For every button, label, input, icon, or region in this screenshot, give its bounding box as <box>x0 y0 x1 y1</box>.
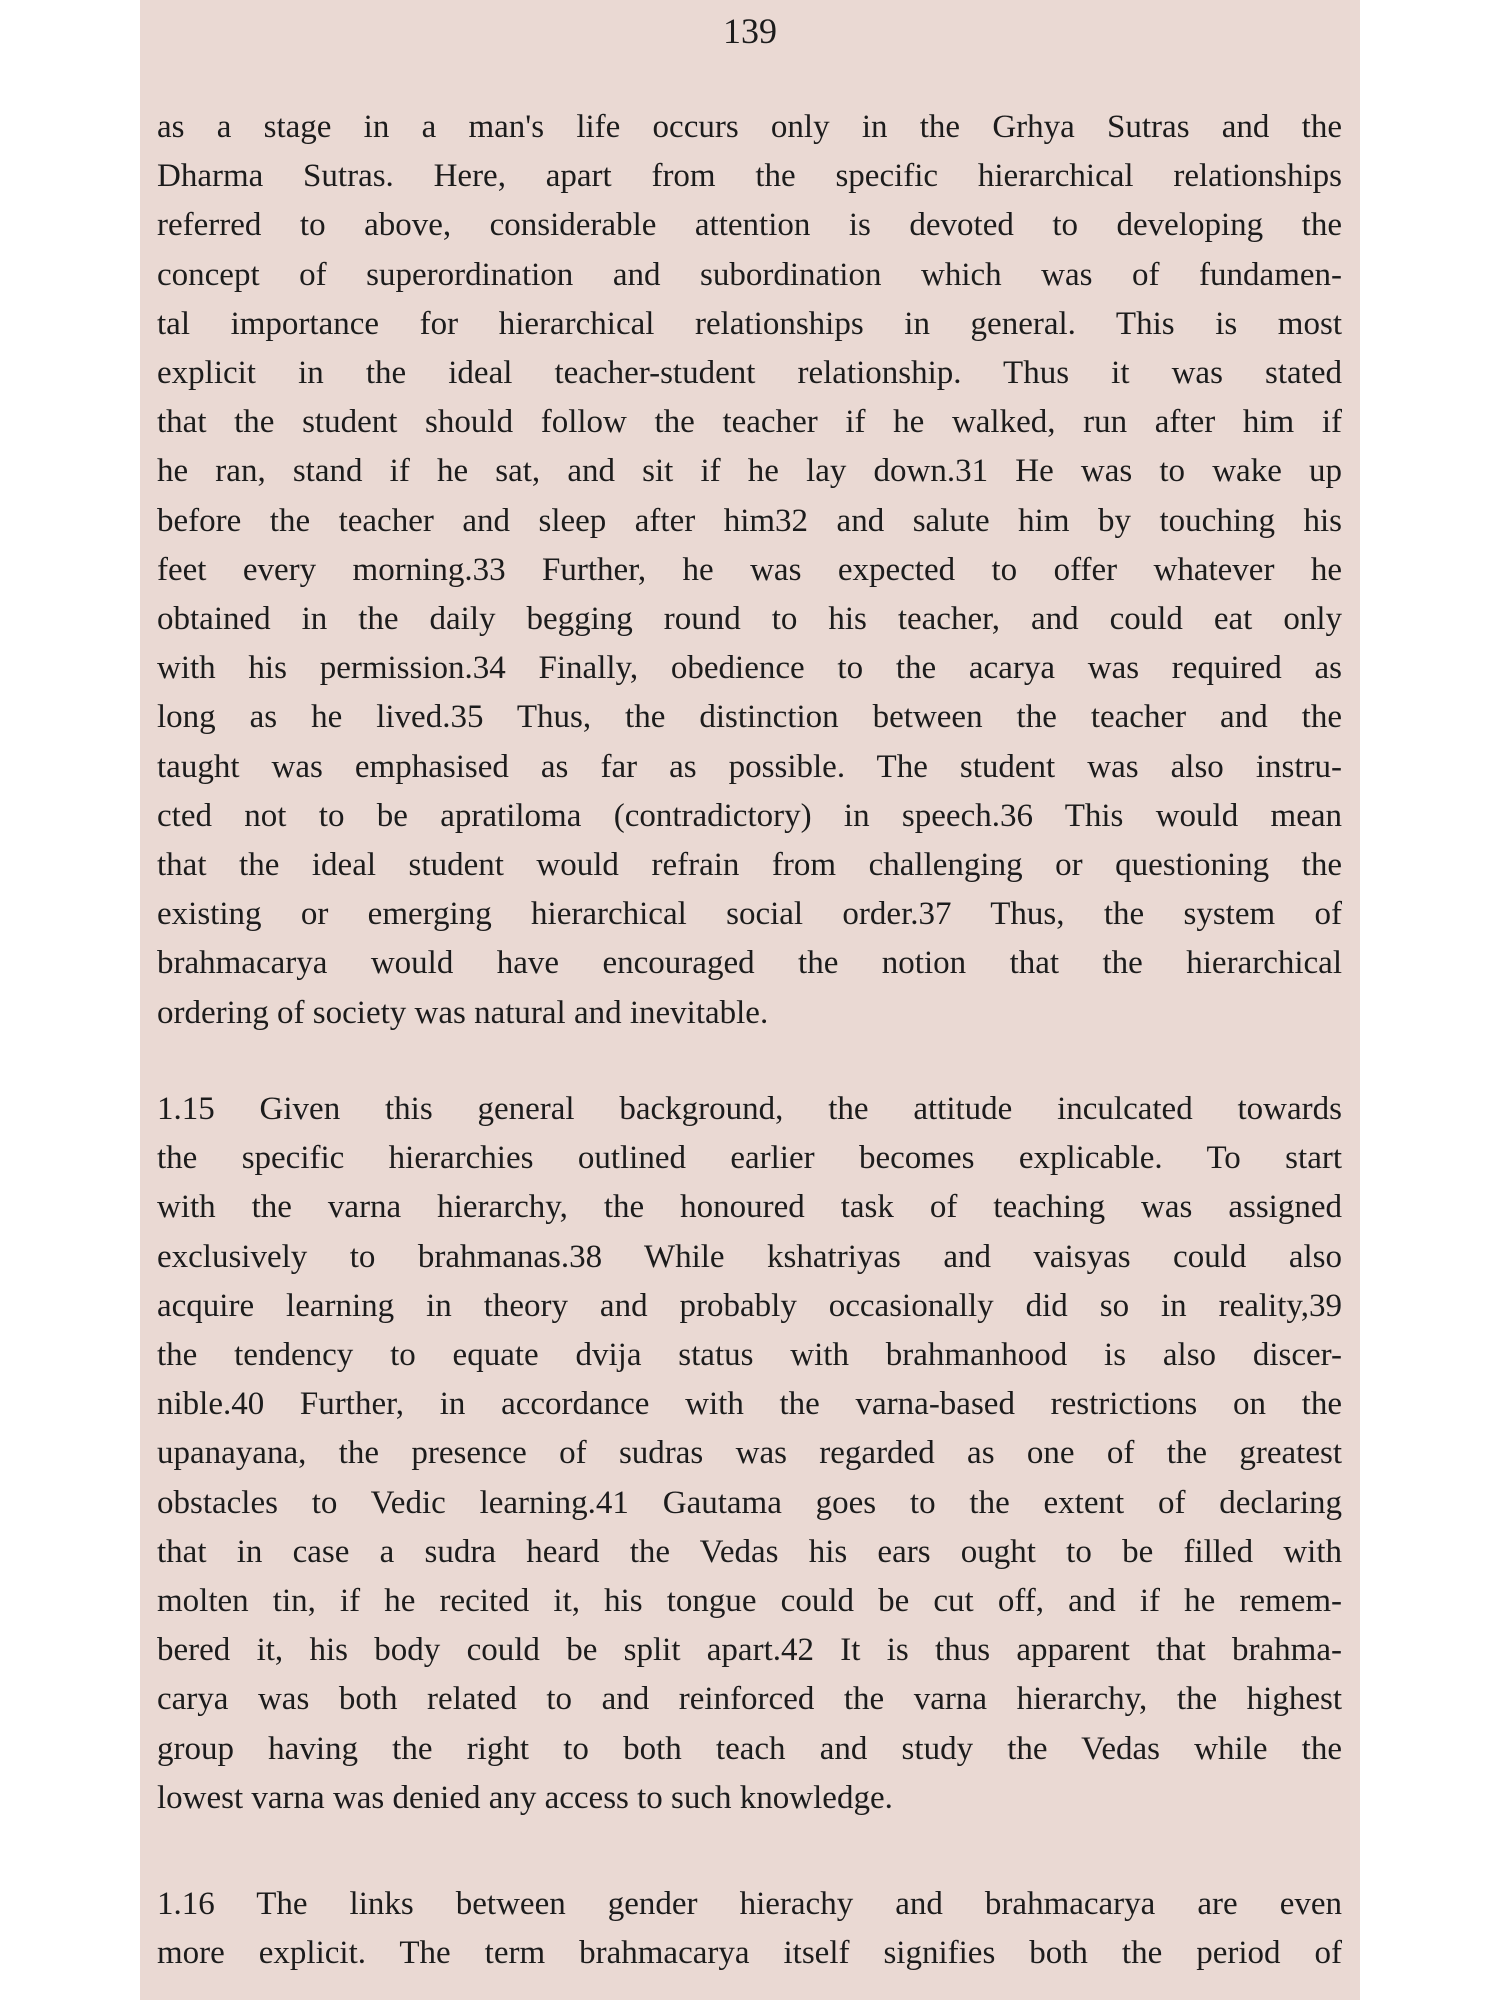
text-line: nible.40 Further, in accordance with the varna-based restrictions on the <box>157 1386 1342 1423</box>
paragraph-1-15 <box>157 1085 1342 1823</box>
text-line: feet every morning.33 Further, he was expected to offer whatever he <box>157 551 1342 588</box>
text-line: 1.15 Given this general background, the attitude inculcated towards <box>157 1091 1342 1127</box>
paragraph-1 <box>157 103 1342 1038</box>
text-line: with the varna hierarchy, the honoured task of teaching was assigned <box>157 1189 1342 1226</box>
text-line: brahmacarya would have encouraged the notion that the hierarchical <box>157 945 1342 982</box>
book-page <box>140 0 1360 2000</box>
text-line: ordering of society was natural and inevitable. <box>157 994 769 1031</box>
text-line: more explicit. The term brahmacarya itself signifies both the period of <box>157 1935 1342 1972</box>
text-line: molten tin, if he recited it, his tongue could be cut off, and if he remem- <box>157 1583 1342 1620</box>
text-line: carya was both related to and reinforced the varna hierarchy, the highest <box>157 1681 1342 1718</box>
text-line: group having the right to both teach and study the Vedas while the <box>157 1730 1342 1767</box>
text-line: obtained in the daily begging round to his teacher, and could eat only <box>157 601 1342 638</box>
text-line: with his permission.34 Finally, obedience to the acarya was required as <box>157 650 1342 687</box>
text-line: bered it, his body could be split apart.42 It is thus apparent that brahma- <box>157 1632 1342 1669</box>
text-line: upanayana, the presence of sudras was regarded as one of the greatest <box>157 1435 1342 1472</box>
text-line: taught was emphasised as far as possible. The student was also instru- <box>157 748 1342 785</box>
text-line: concept of superordination and subordination which was of fundamen- <box>157 256 1342 293</box>
text-line: the tendency to equate dvija status with brahmanhood is also discer- <box>157 1337 1342 1374</box>
text-line: exclusively to brahmanas.38 While kshatriyas and vaisyas could also <box>157 1238 1342 1275</box>
paragraph-1-16 <box>157 1880 1342 1978</box>
text-line: acquire learning in theory and probably occasionally did so in reality,39 <box>157 1287 1342 1324</box>
text-line: he ran, stand if he sat, and sit if he lay down.31 He was to wake up <box>157 453 1342 490</box>
text-line: lowest varna was denied any access to such knowledge. <box>157 1779 893 1816</box>
text-line: that the ideal student would refrain from challenging or questioning the <box>157 847 1342 884</box>
text-line: long as he lived.35 Thus, the distinction between the teacher and the <box>157 699 1342 736</box>
text-line: that in case a sudra heard the Vedas his ears ought to be filled with <box>157 1533 1342 1570</box>
text-line: obstacles to Vedic learning.41 Gautama goes to the extent of declaring <box>157 1484 1342 1521</box>
text-line: referred to above, considerable attention is devoted to developing the <box>157 207 1342 244</box>
text-line: explicit in the ideal teacher-student relationship. Thus it was stated <box>157 355 1342 392</box>
text-line: existing or emerging hierarchical social order.37 Thus, the system of <box>157 896 1342 933</box>
text-line: as a stage in a man's life occurs only in the Grhya Sutras and the <box>157 109 1342 145</box>
text-line: the specific hierarchies outlined earlier becomes explicable. To start <box>157 1140 1342 1177</box>
text-line: tal importance for hierarchical relationships in general. This is most <box>157 305 1342 342</box>
text-line: before the teacher and sleep after him32 and salute him by touching his <box>157 502 1342 539</box>
text-line: cted not to be apratiloma (contradictory) in speech.36 This would mean <box>157 797 1342 834</box>
text-line: that the student should follow the teacher if he walked, run after him if <box>157 404 1342 441</box>
text-line: 1.16 The links between gender hierachy and brahmacarya are even <box>157 1886 1342 1922</box>
page-number: 139 <box>723 11 777 51</box>
text-line: Dharma Sutras. Here, apart from the specific hierarchical relationships <box>157 158 1342 195</box>
